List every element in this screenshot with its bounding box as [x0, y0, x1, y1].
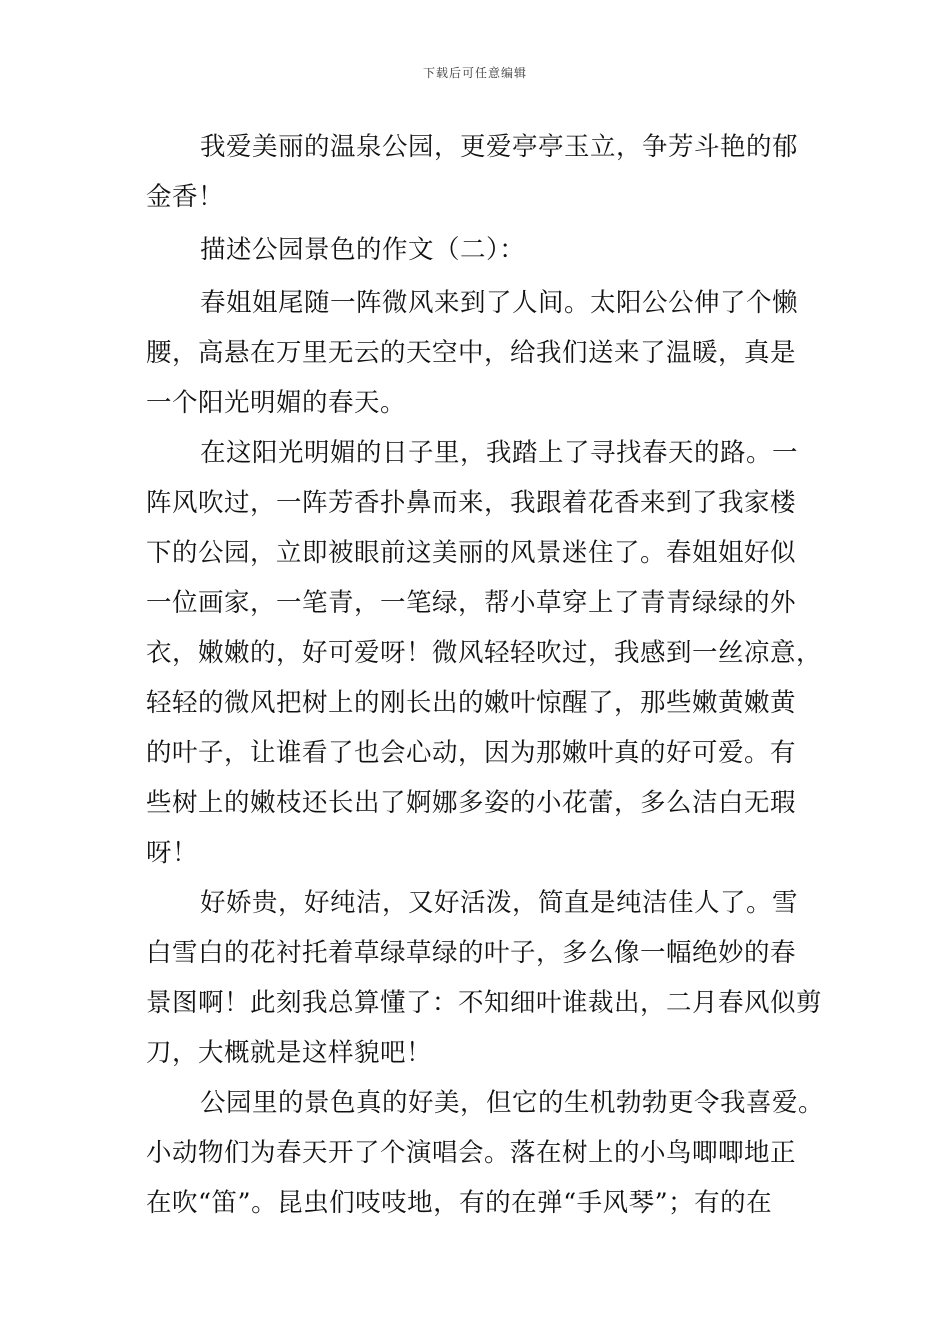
- text-line: 下的公园，立即被眼前这美丽的风景迷住了。春姐姐好似: [146, 538, 797, 568]
- text-line: 轻轻的微风把树上的刚长出的嫩叶惊醒了，那些嫩黄嫩黄: [146, 688, 797, 718]
- text-line: 景图啊！此刻我总算懂了：不知细叶谁裁出，二月春风似剪: [146, 988, 823, 1018]
- text-line: 金香！: [146, 182, 225, 212]
- text-line: 刀，大概就是这样貌吧！: [146, 1038, 433, 1068]
- text-line: 我爱美丽的温泉公园，更爱亭亭玉立，争芳斗艳的郁: [200, 132, 799, 162]
- text-line: 小动物们为春天开了个演唱会。落在树上的小鸟唧唧地正: [146, 1138, 797, 1168]
- text-line: 的叶子，让谁看了也会心动，因为那嫩叶真的好可爱。有: [146, 738, 797, 768]
- text-line: 腰，高悬在万里无云的天空中，给我们送来了温暖，真是: [146, 338, 797, 368]
- document-body: [146, 122, 825, 1228]
- page-header: 下载后可任意编辑: [422, 66, 527, 80]
- text-line: 在吹“笛”。昆虫们吱吱地，有的在弹“手风琴”；有的在: [146, 1188, 773, 1218]
- text-line: 阵风吹过，一阵芳香扑鼻而来，我跟着花香来到了我家楼: [146, 488, 797, 518]
- text-line: 衣，嫩嫩的，好可爱呀！微风轻轻吹过，我感到一丝凉意，: [146, 638, 823, 668]
- text-line: 白雪白的花衬托着草绿草绿的叶子，多么像一幅绝妙的春: [146, 938, 797, 968]
- text-line: 呀！: [146, 838, 199, 868]
- text-line: 公园里的景色真的好美，但它的生机勃勃更令我喜爱。: [200, 1088, 825, 1118]
- text-line: 在这阳光明媚的日子里，我踏上了寻找春天的路。一: [200, 438, 799, 468]
- text-line: 一个阳光明媚的春天。: [146, 388, 407, 418]
- text-line: 些树上的嫩枝还长出了婀娜多姿的小花蕾，多么洁白无瑕: [146, 788, 797, 818]
- section-title: 描述公园景色的作文（二）：: [200, 235, 526, 265]
- text-line: 好娇贵，好纯洁，又好活泼，简直是纯洁佳人了。雪: [200, 888, 799, 918]
- text-line: 春姐姐尾随一阵微风来到了人间。太阳公公伸了个懒: [200, 288, 799, 318]
- text-line: 一位画家，一笔青，一笔绿，帮小草穿上了青青绿绿的外: [146, 588, 797, 618]
